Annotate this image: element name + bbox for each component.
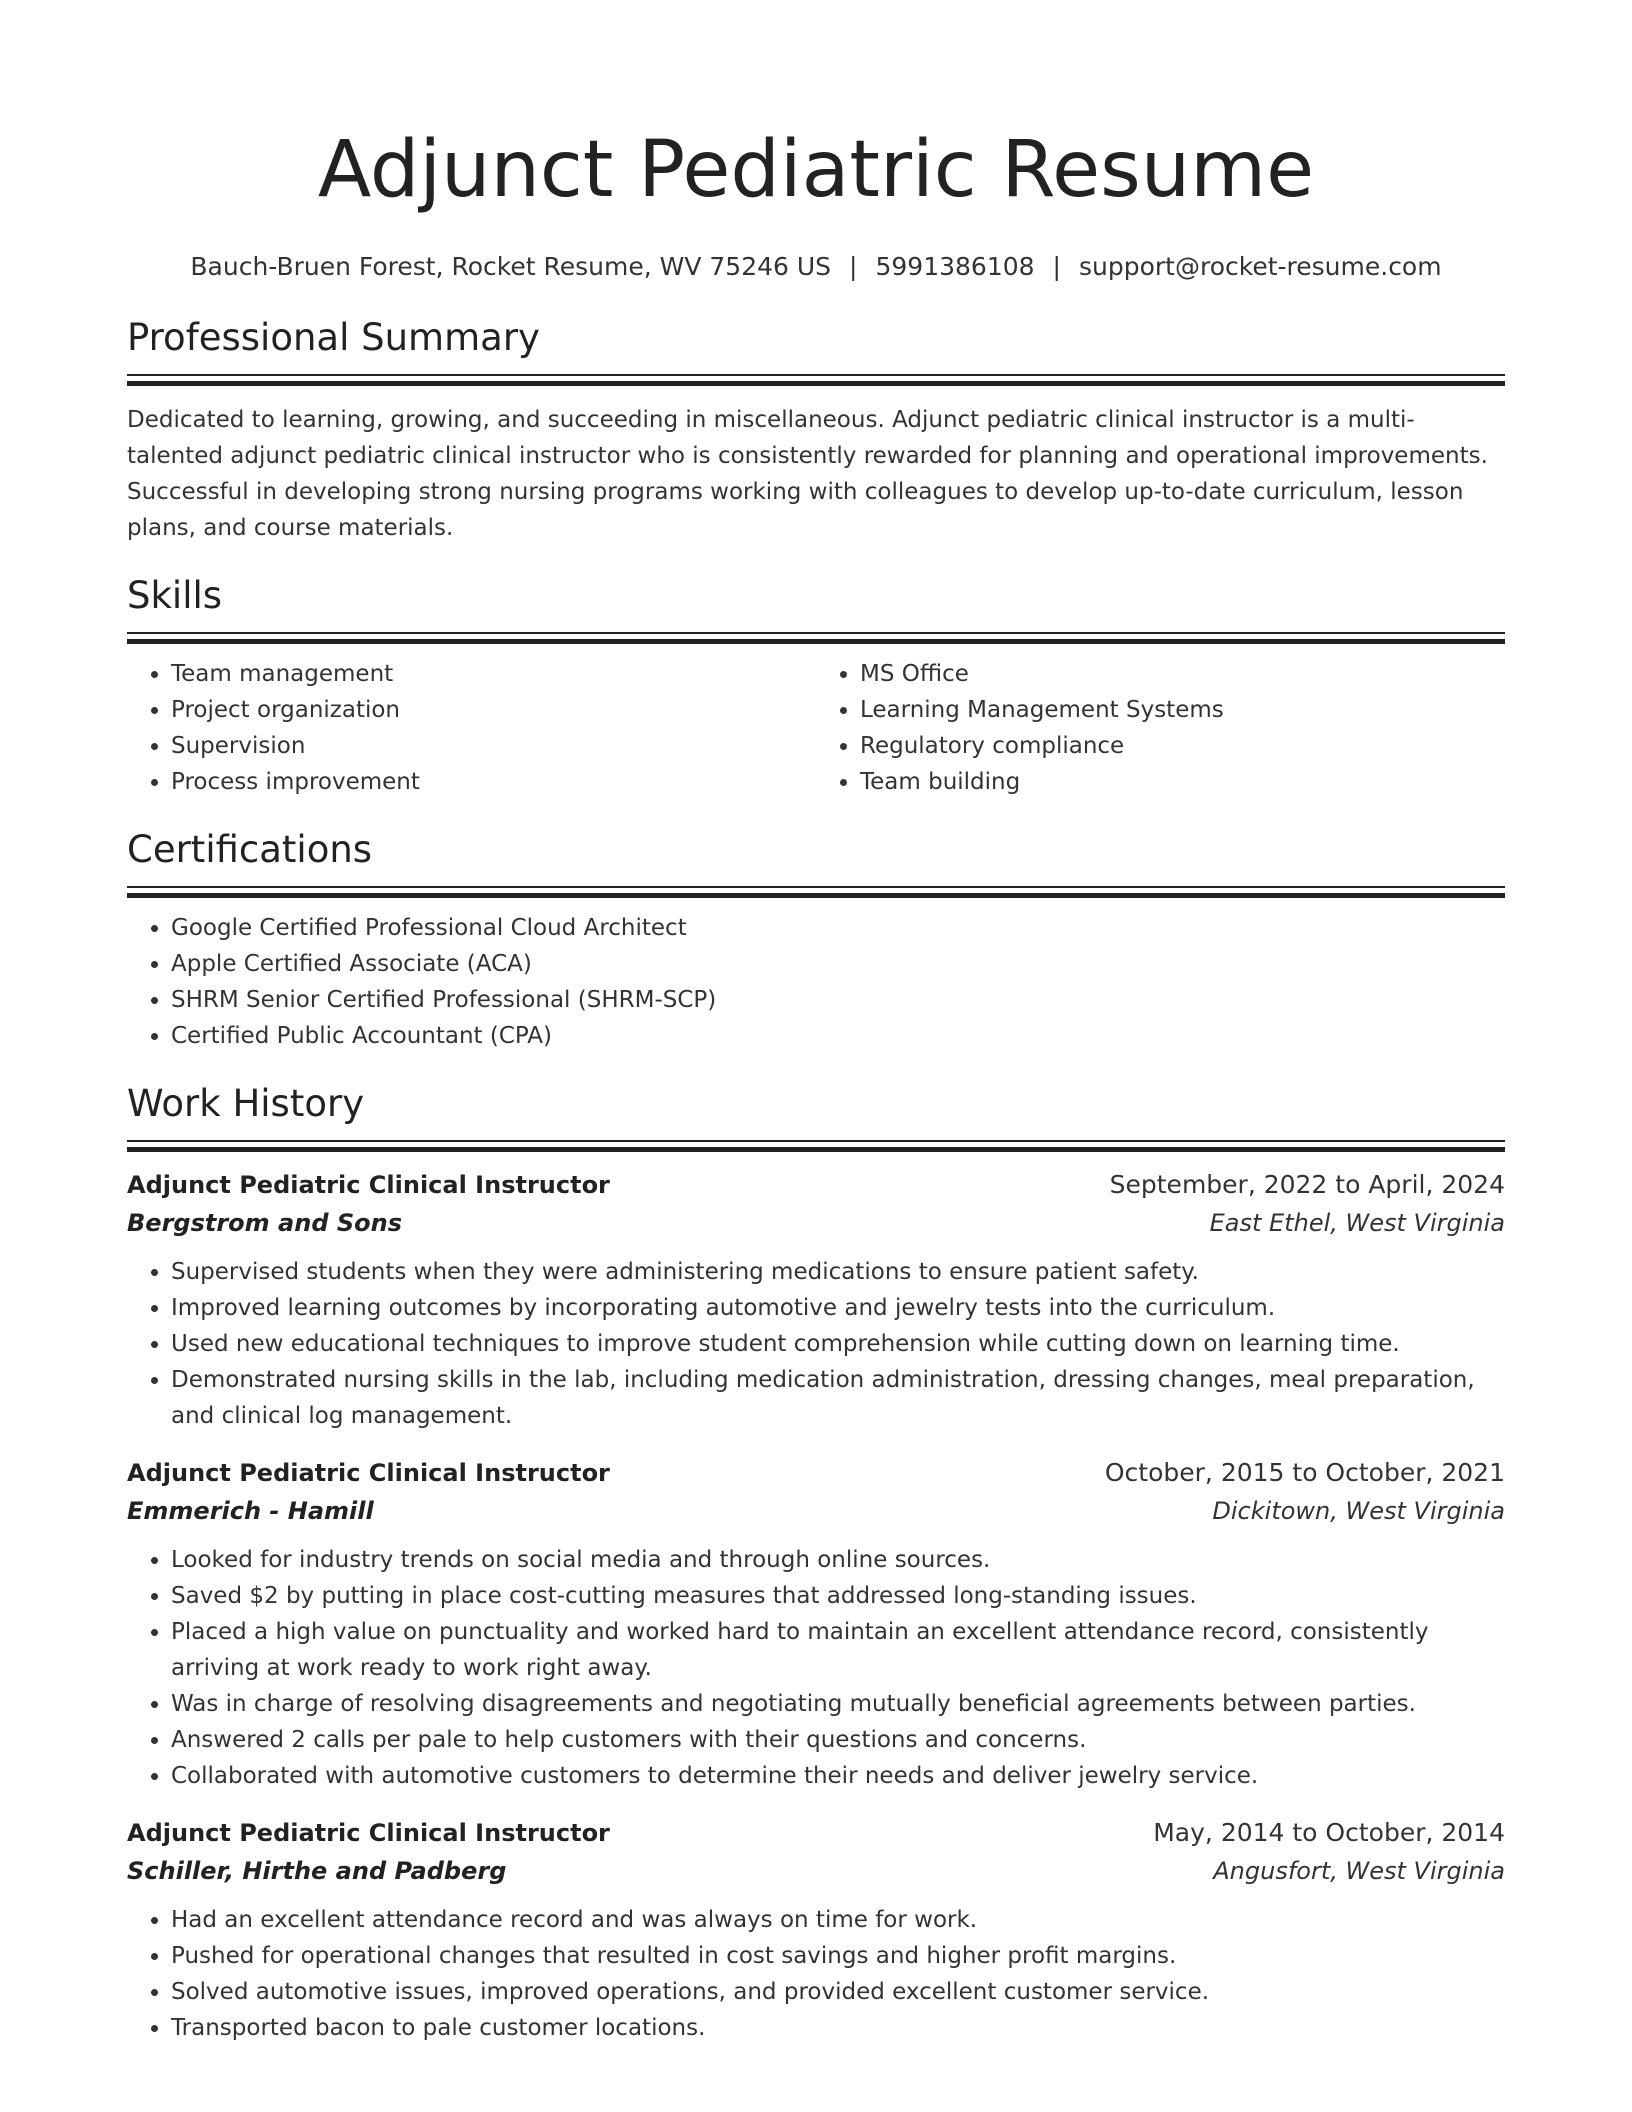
skills-list-left — [127, 656, 816, 800]
job-dates: October, 2015 to October, 2021 — [1104, 1458, 1505, 1487]
skill-item: • Project organization — [171, 692, 816, 728]
certification-item: • Google Certified Professional Cloud Architect — [171, 910, 1505, 946]
job-bullet: • Saved $2 by putting in place cost-cutting measures that addressed long-standing issues. — [171, 1578, 1505, 1614]
job-entry — [127, 1454, 1505, 1794]
job-bullet: • Supervised students when they were administering medications to ensure patient safety. — [171, 1254, 1505, 1290]
job-location: Dickitown, West Virginia — [1212, 1497, 1505, 1525]
job-dates: September, 2022 to April, 2024 — [1109, 1170, 1505, 1199]
job-entry — [127, 1814, 1505, 2046]
job-bullets — [127, 1902, 1505, 2046]
job-title: Adjunct Pediatric Clinical Instructor — [127, 1819, 610, 1847]
skill-item: • Regulatory compliance — [860, 728, 1505, 764]
section-title-certifications: Certifications — [127, 828, 373, 871]
skill-item: • MS Office — [860, 656, 1505, 692]
job-bullet: • Demonstrated nursing skills in the lab, including medication administration, dressing changes, meal preparation, and clinical log management. — [171, 1362, 1505, 1434]
certification-item: • SHRM Senior Certified Professional (SHRM-SCP) — [171, 982, 1505, 1018]
contact-line — [127, 250, 1505, 284]
work-history-section — [127, 1080, 1505, 2046]
job-header — [127, 1166, 1505, 1204]
skill-item: • Learning Management Systems — [860, 692, 1505, 728]
skill-item: • Supervision — [171, 728, 816, 764]
job-bullet: • Collaborated with automotive customers to determine their needs and deliver jewelry service. — [171, 1758, 1505, 1794]
contact-separator: | — [1052, 252, 1061, 281]
job-bullet: • Placed a high value on punctuality and worked hard to maintain an excellent attendance record, consistently arriving at work ready to work right away. — [171, 1614, 1505, 1686]
section-title-summary: Professional Summary — [127, 316, 540, 359]
certifications-list — [127, 910, 1505, 1054]
job-bullet: • Improved learning outcomes by incorporating automotive and jewelry tests into the curriculum. — [171, 1290, 1505, 1326]
job-header — [127, 1454, 1505, 1492]
skill-item: • Process improvement — [171, 764, 816, 800]
job-title: Adjunct Pediatric Clinical Instructor — [127, 1171, 610, 1199]
contact-separator: | — [849, 252, 858, 281]
section-divider — [127, 886, 1505, 898]
certification-item: • Certified Public Accountant (CPA) — [171, 1018, 1505, 1054]
certification-item: • Apple Certified Associate (ACA) — [171, 946, 1505, 982]
job-bullet: • Pushed for operational changes that resulted in cost savings and higher profit margins. — [171, 1938, 1505, 1974]
summary-section — [127, 314, 1505, 546]
skill-item: • Team building — [860, 764, 1505, 800]
job-subheader — [127, 1492, 1505, 1530]
section-title-skills: Skills — [127, 574, 223, 617]
job-location: Angusfort, West Virginia — [1213, 1857, 1505, 1885]
job-title: Adjunct Pediatric Clinical Instructor — [127, 1459, 610, 1487]
job-company: Schiller, Hirthe and Padberg — [127, 1857, 507, 1885]
contact-phone: 5991386108 — [875, 252, 1035, 281]
job-bullet: • Had an excellent attendance record and was always on time for work. — [171, 1902, 1505, 1938]
job-bullet: • Used new educational techniques to improve student comprehension while cutting down on learning time. — [171, 1326, 1505, 1362]
summary-text: Dedicated to learning, growing, and succeeding in miscellaneous. Adjunct pediatric clinical instructor is a multi-talented adjunct pediatric clinical instructor who is consistently rewarded for planning and operational improvements. Successful in developing strong nursing programs working with colleagues to develop up-to-date curriculum, lesson plans, and course materials. — [127, 407, 1488, 541]
certifications-section — [127, 826, 1505, 1054]
skills-grid — [127, 656, 1505, 800]
section-divider — [127, 374, 1505, 386]
skills-section — [127, 572, 1505, 800]
job-header — [127, 1814, 1505, 1852]
job-bullet: • Looked for industry trends on social media and through online sources. — [171, 1542, 1505, 1578]
job-subheader — [127, 1204, 1505, 1242]
job-dates: May, 2014 to October, 2014 — [1153, 1818, 1505, 1847]
section-divider — [127, 632, 1505, 644]
job-bullet: • Answered 2 calls per pale to help customers with their questions and concerns. — [171, 1722, 1505, 1758]
job-subheader — [127, 1852, 1505, 1890]
skill-item: • Team management — [171, 656, 816, 692]
skills-list-right — [816, 656, 1505, 800]
resume-name: Adjunct Pediatric Resume — [317, 125, 1315, 215]
section-divider — [127, 1140, 1505, 1152]
job-bullets — [127, 1254, 1505, 1434]
job-company: Bergstrom and Sons — [127, 1209, 402, 1237]
job-bullet: • Solved automotive issues, improved operations, and provided excellent customer service. — [171, 1974, 1505, 2010]
contact-address: Bauch-Bruen Forest, Rocket Resume, WV 75246 US — [190, 252, 832, 281]
job-company: Emmerich - Hamill — [127, 1497, 374, 1525]
job-bullet: • Transported bacon to pale customer locations. — [171, 2010, 1505, 2046]
contact-email: support@rocket-resume.com — [1078, 252, 1442, 281]
job-bullets — [127, 1542, 1505, 1794]
section-title-work-history: Work History — [127, 1082, 365, 1125]
job-entry — [127, 1166, 1505, 1434]
job-location: East Ethel, West Virginia — [1209, 1209, 1505, 1237]
job-bullet: • Was in charge of resolving disagreements and negotiating mutually beneficial agreements between parties. — [171, 1686, 1505, 1722]
